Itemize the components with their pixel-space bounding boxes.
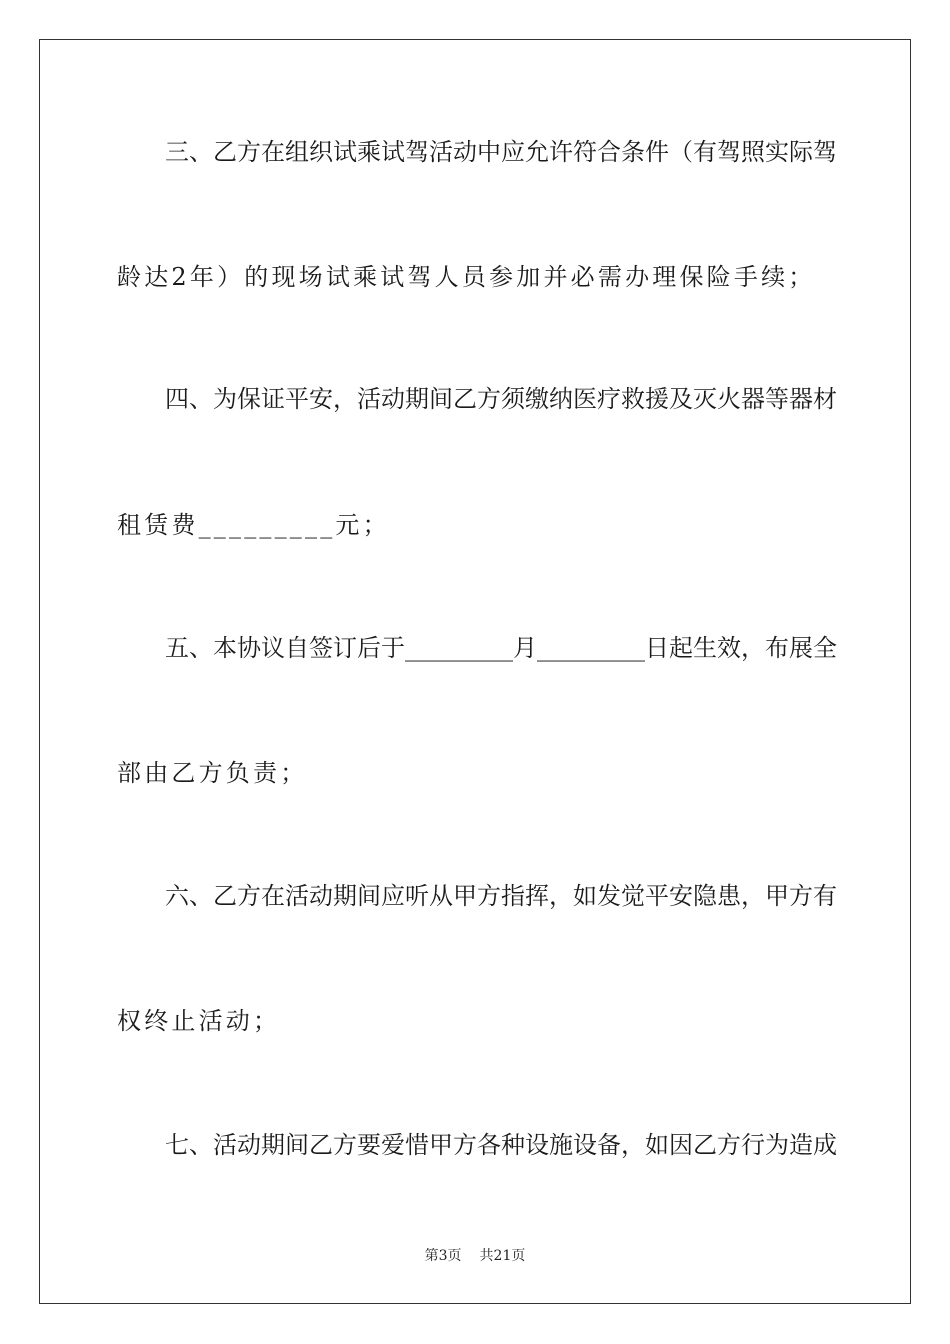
page-footer <box>0 1246 950 1266</box>
page-border <box>39 39 911 1304</box>
page-total: 共21页 <box>479 1248 526 1264</box>
paragraph-5-line-1: 五、本协议自签订后于_________月_________日起生效，布展全 <box>165 634 837 662</box>
paragraph-3-line-2: 龄达2年）的现场试乘试驾人员参加并必需办理保险手续； <box>117 263 816 291</box>
page-number: 第3页 <box>424 1248 462 1264</box>
paragraph-6-line-2: 权终止活动； <box>117 1007 281 1035</box>
paragraph-5-line-2: 部由乙方负责； <box>117 759 308 787</box>
paragraph-4-line-1: 四、为保证平安，活动期间乙方须缴纳医疗救援及灭火器等器材 <box>165 385 837 413</box>
paragraph-3-line-1: 三、乙方在组织试乘试驾活动中应允许符合条件（有驾照实际驾 <box>165 138 837 166</box>
paragraph-6-line-1: 六、乙方在活动期间应听从甲方指挥，如发觉平安隐患，甲方有 <box>165 882 837 910</box>
paragraph-4-line-2: 租赁费_________元； <box>117 511 390 539</box>
paragraph-7-line-1: 七、活动期间乙方要爱惜甲方各种设施设备，如因乙方行为造成 <box>165 1131 837 1159</box>
